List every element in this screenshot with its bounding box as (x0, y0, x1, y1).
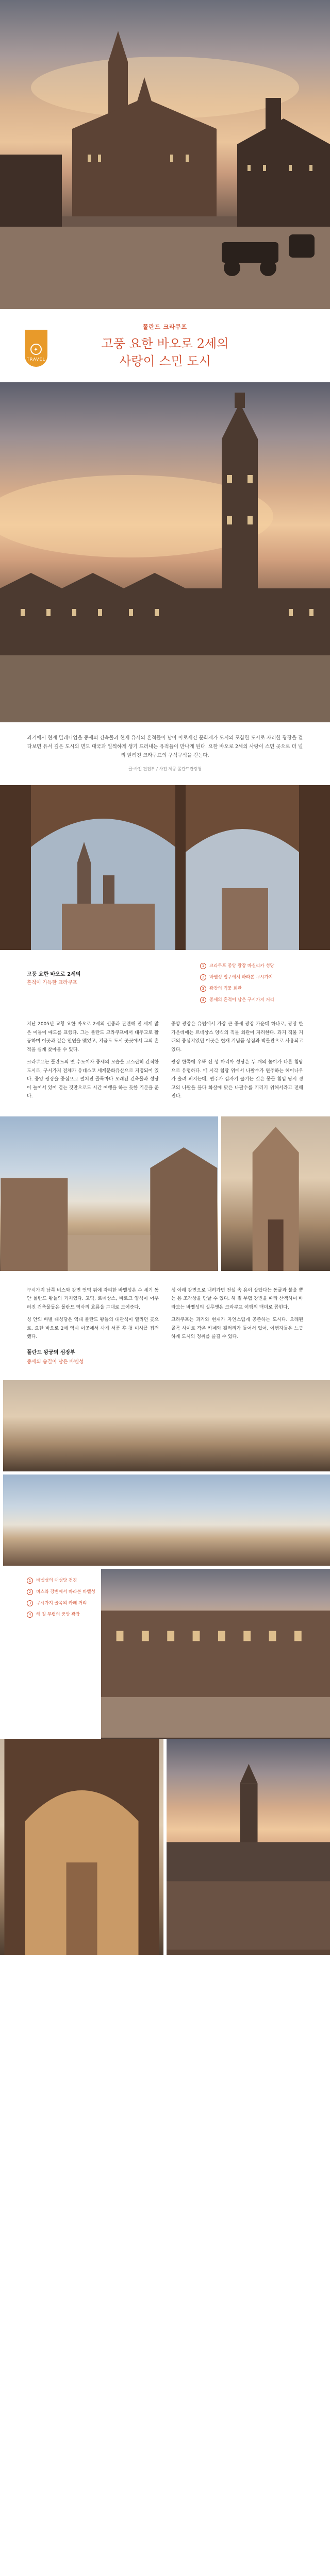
caption-number: 2 (27, 1589, 33, 1595)
caption-number: 1 (200, 963, 206, 969)
section2-column-right (171, 1286, 303, 1370)
photo-square-night (3, 1380, 330, 1471)
compass-icon: ✦ (30, 344, 42, 355)
photo-cathedral-interior (0, 1739, 163, 1955)
caption-number: 2 (200, 974, 206, 980)
section2-captions (0, 1569, 98, 1736)
caption-number: 3 (200, 986, 206, 992)
title-line-2: 사랑이 스민 도시 (119, 354, 211, 368)
caption-text: 구시가지 골목의 카페 거리 (36, 1600, 87, 1606)
body-paragraph: 광장 한쪽에 우뚝 선 성 마리아 성당은 두 개의 높이가 다른 첨탑으로 유명하다. 매 시각 첨탑 위에서 나팔수가 연주하는 헤이나우가 울려 퍼지는데, 연주가 갑자기 끊기는 것은 몽골 침입 당시 경고의 나팔을 불다 화살에 맞은 나팔수를 기리기 위해서라고 전해진다. (171, 1060, 303, 1099)
hero-scene (0, 0, 330, 309)
section1-column-left (27, 1020, 159, 1101)
intro-paragraph: 과거에서 현재 밀레니엄을 중세의 건축물과 현재 유서의 흔적들이 남아 아로새긴 문화재가 도시의 포함한 도시로 자리한 광장을 걷다보면 유서 깊은 도시의 면모 대국과 일찍하게 생기 드러내는 유적들이 만나게 된다. 요한 바오로 2세의 사랑이 스민 곳으로 더 널리 알려진 크라쿠프의 구석구석을 걷는다. (27, 735, 303, 758)
section1-header-row (0, 950, 330, 1008)
section-tag: 폴란드 크라쿠프 (142, 324, 188, 330)
cafe-scene (101, 1569, 330, 1739)
travel-badge (25, 330, 47, 367)
body-paragraph: 성 안의 바벨 대성당은 역대 폴란드 왕들의 대관식이 열리던 곳으로, 요한 바오로 2세 역시 이곳에서 사제 서품 후 첫 미사를 집전했다. (27, 1317, 159, 1340)
caption-item (27, 1588, 98, 1596)
caption-number: 1 (27, 1578, 33, 1584)
caption-text: 비스와 강변에서 바라본 바벨성 (36, 1589, 95, 1595)
section2-body (0, 1271, 330, 1380)
photo-row-4 (0, 1736, 330, 1952)
caption-number: 3 (27, 1600, 33, 1606)
caption-item (200, 962, 303, 970)
photo-cafe-street (101, 1569, 330, 1739)
town-hall-scene (0, 382, 330, 722)
article-title (31, 335, 299, 370)
section2-column-left (27, 1286, 159, 1370)
caption-text: 바벨성 입구에서 바라본 구시가지 (209, 975, 273, 980)
section1-subheading: 흔적이 가득한 크라쿠프 (27, 980, 77, 986)
caption-text: 크라쿠프 중앙 광장 바실리카 성당 (209, 963, 274, 969)
arcade-scene (0, 785, 330, 950)
photo-evening-square (167, 1739, 330, 1955)
caption-number: 4 (27, 1612, 33, 1618)
section1-column-right (171, 1020, 303, 1101)
photo-town-hall-tower (0, 382, 330, 722)
body-paragraph: 지난 2005년 교황 요한 바오로 2세의 선종과 관련해 전 세계 많은 이들이 애도를 표했다. 그는 폴란드 크라쿠프에서 대주교로 활동하며 이곳과 깊은 인연을 맺었고, 지금도 도시 곳곳에서 그의 흔적을 쉽게 찾아볼 수 있다. (27, 1022, 159, 1053)
caption-text: 해 질 무렵의 중앙 광장 (36, 1612, 80, 1617)
interior-scene (0, 1739, 163, 1955)
body-paragraph: 크라쿠프는 폴란드의 옛 수도이자 중세의 모습을 고스란히 간직한 도시로, 구시가지 전체가 유네스코 세계문화유산으로 지정되어 있다. 중앙 광장을 중심으로 펼쳐진 골목마다 오래된 건축물과 성당이 늘어서 있어 걷는 것만으로도 시간 여행을 하는 듯한 기분을 준다. (27, 1060, 159, 1099)
church-scene (221, 1116, 330, 1271)
caption-text: 중세의 흔적이 남은 구시가지 거리 (209, 997, 274, 1003)
photo-stack (3, 1380, 330, 1566)
caption-text: 바벨성의 대성당 전경 (36, 1578, 77, 1583)
hero-photo-market-square (0, 0, 330, 309)
title-line-1: 고풍 요한 바오로 2세의 (101, 336, 229, 351)
photo-row-3 (0, 1566, 330, 1736)
photo-old-town-street (0, 1116, 218, 1271)
photo-river-view (3, 1475, 330, 1566)
photo-row-2 (0, 1380, 330, 1566)
body-paragraph: 성 아래 강변으로 내려가면 전설 속 용이 살았다는 동굴과 불을 뿜는 용 조각상을 만날 수 있다. 해 질 무렵 강변을 따라 산책하며 바라보는 바벨성의 실루엣은 크라쿠프 여행의 백미로 꼽힌다. (171, 1287, 303, 1310)
section2-heading: 폴란드 왕궁의 심장부 (27, 1349, 75, 1355)
body-paragraph: 중앙 광장은 유럽에서 가장 큰 중세 광장 가운데 하나로, 광장 한가운데에는 르네상스 양식의 직물 회관이 자리한다. 과거 직물 거래의 중심지였던 이곳은 현재 기념품 상점과 박물관으로 사용되고 있다. (171, 1022, 303, 1053)
body-paragraph: 구시가지 남쪽 비스와 강변 언덕 위에 자리한 바벨성은 수 세기 동안 폴란드 왕들의 거처였다. 고딕, 르네상스, 바로크 양식이 어우러진 건축물들은 폴란드 역사의 흐름을 그대로 보여준다. (27, 1287, 159, 1310)
photo-row-1 (0, 1116, 330, 1271)
street-scene (0, 1116, 218, 1271)
evening-scene (167, 1739, 330, 1955)
photo-credit: 글·사진 편집부 / 사진 제공 폴란드관광청 (128, 767, 202, 771)
caption-item (27, 1611, 98, 1618)
caption-item (27, 1600, 98, 1607)
caption-item (200, 974, 303, 981)
caption-item (27, 1577, 98, 1584)
section1-body (0, 1008, 330, 1116)
caption-item (200, 985, 303, 992)
caption-text: 광장의 직물 회관 (209, 986, 242, 991)
badge-label: TRAVEL (26, 357, 46, 362)
photo-arcade-view (0, 785, 330, 950)
article-title-block (0, 309, 330, 382)
section2-subheading: 중세의 숨결이 남은 바벨성 (27, 1359, 84, 1365)
caption-number: 4 (200, 997, 206, 1003)
caption-item (200, 996, 303, 1004)
section1-captions (200, 962, 303, 1008)
photo-church-facade (221, 1116, 330, 1271)
body-paragraph: 크라쿠프는 과거와 현재가 자연스럽게 공존하는 도시다. 오래된 골목 사이로 작은 카페와 갤러리가 들어서 있어, 여행자들은 느긋하게 도시의 정취를 즐길 수 있다. (171, 1317, 303, 1340)
section1-heading-block (27, 962, 188, 1008)
section1-heading: 고풍 요한 바오로 2세의 (27, 972, 81, 977)
